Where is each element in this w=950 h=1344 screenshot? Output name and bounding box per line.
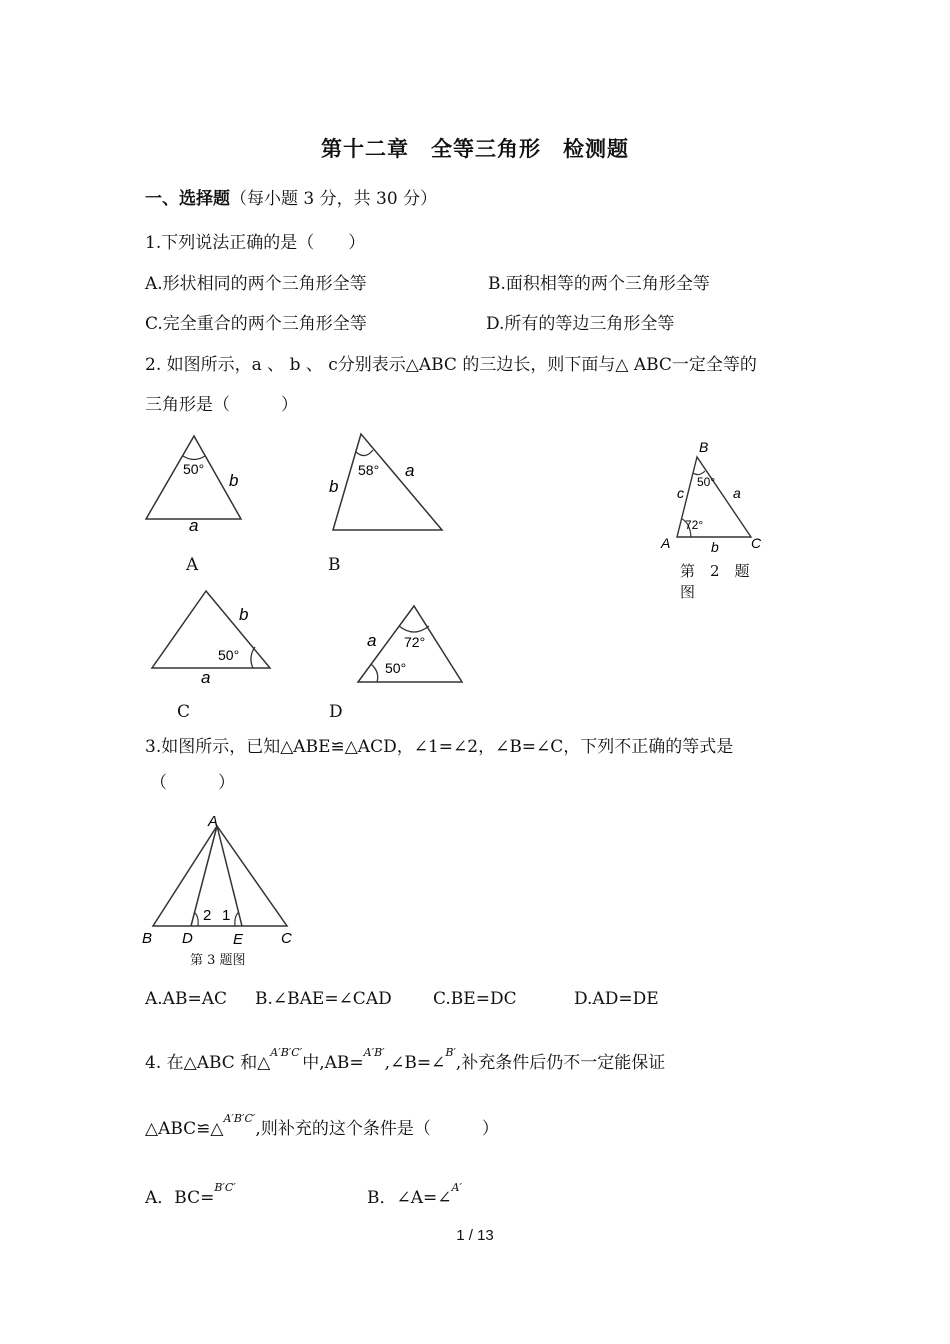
q2-ref-vertex-c: C xyxy=(751,535,762,551)
q3-option-b: B.∠BAE=∠CAD xyxy=(255,989,392,1009)
q1-option-c: C.完全重合的两个三角形全等 xyxy=(145,314,367,334)
q2-caption-line2: 图 xyxy=(680,583,696,601)
q2-stem-line1: 2. 如图所示，a 、 b 、 c分别表示△ABC 的三边长，则下面与△ ABC一定全等的 xyxy=(145,355,757,375)
q1-option-d: D.所有的等边三角形全等 xyxy=(486,314,675,334)
q2-ref-angle-a: 72° xyxy=(685,518,704,532)
q2-ref-vertex-b: B xyxy=(699,439,709,455)
q4-sup-2: A′B′ xyxy=(363,1046,385,1059)
q4-text-4: ,补充条件后仍不一定能保证 xyxy=(455,1053,666,1073)
q2-fig-b-side-a: a xyxy=(405,461,415,480)
q2-ref-side-b: b xyxy=(711,539,719,555)
q4-stem-line2 xyxy=(145,1107,499,1141)
q1-stem: 1.下列说法正确的是（ ） xyxy=(145,233,366,253)
q1-option-a: A.形状相同的两个三角形全等 xyxy=(145,274,367,294)
q2-fig-c-side-a: a xyxy=(201,668,211,687)
q3-caption: 第 3 题图 xyxy=(190,953,246,968)
q2-fig-d-angle-50: 50° xyxy=(385,660,407,676)
q3-vertex-c: C xyxy=(281,930,292,947)
q3-stem-line1: 3.如图所示，已知△ABE≌△ACD，∠1=∠2，∠B=∠C，下列不正确的等式是 xyxy=(145,737,734,757)
q4-text-2: 中,AB= xyxy=(302,1053,364,1073)
q4-line2-text-1: △ABC≌△ xyxy=(145,1119,224,1139)
q2-caption-line1: 第 2 题 xyxy=(680,562,750,580)
q1-option-b: B.面积相等的两个三角形全等 xyxy=(488,274,710,294)
q2-reference-figure xyxy=(655,435,770,555)
q4-option-b xyxy=(367,1176,462,1210)
q3-option-a: A.AB=AC xyxy=(145,989,227,1009)
q2-fig-d-side-a: a xyxy=(367,631,377,650)
q4-text-3: ,∠B=∠ xyxy=(384,1053,446,1073)
q2-figure-b xyxy=(325,430,450,535)
q3-stem-line2: （ ） xyxy=(150,773,235,793)
q4-line2-text-2: ,则补充的这个条件是（ ） xyxy=(255,1119,499,1139)
q3-option-d: D.AD=DE xyxy=(574,989,659,1009)
q3-option-c: C.BE=DC xyxy=(433,989,517,1009)
q4-option-b-sup: A′ xyxy=(451,1181,462,1194)
q2-label-c: C xyxy=(177,702,191,722)
q3-figure xyxy=(140,812,305,952)
q3-angle-2: 2 xyxy=(203,907,212,924)
q3-vertex-a: A xyxy=(208,813,219,830)
q4-stem-line1 xyxy=(145,1041,665,1075)
q4-option-b-text: B．∠A=∠ xyxy=(367,1188,452,1208)
q2-fig-a-side-a: a xyxy=(189,516,199,535)
q2-label-d: D xyxy=(329,702,343,722)
page-number: 1 / 13 xyxy=(456,1227,494,1244)
q2-label-a: A xyxy=(186,555,199,575)
q2-ref-vertex-a: A xyxy=(661,535,671,551)
section-heading-label: 一、选择题 xyxy=(145,189,230,209)
q2-stem-line2: 三角形是（ ） xyxy=(145,395,298,415)
q2-fig-a-angle: 50° xyxy=(183,461,205,477)
q4-sup-1: A′B′C′ xyxy=(270,1046,303,1059)
q4-option-a xyxy=(145,1176,236,1210)
q3-vertex-d: D xyxy=(182,930,193,947)
q2-ref-side-a: a xyxy=(733,485,741,501)
q3-vertex-e: E xyxy=(233,931,244,948)
q2-fig-c-side-b: b xyxy=(239,605,249,624)
q3-vertex-b: B xyxy=(142,930,153,947)
q2-fig-a-side-b: b xyxy=(229,471,239,490)
q2-fig-d-angle-72: 72° xyxy=(404,634,426,650)
q2-ref-angle-b: 50° xyxy=(697,475,716,489)
q2-label-b: B xyxy=(328,555,341,575)
q2-figure-d xyxy=(352,600,467,690)
q2-fig-c-angle: 50° xyxy=(218,647,240,663)
q2-ref-side-c: c xyxy=(677,485,684,501)
q2-fig-b-angle: 58° xyxy=(358,462,380,478)
q4-option-a-text: A．BC= xyxy=(145,1188,215,1208)
section-heading xyxy=(145,187,437,211)
q3-angle-1: 1 xyxy=(222,907,231,924)
q2-figure-c xyxy=(148,585,278,690)
section-heading-note: （每小题 3 分，共 30 分） xyxy=(230,189,438,209)
q2-fig-b-side-b: b xyxy=(329,477,339,496)
q2-figure-a xyxy=(140,430,250,535)
q4-sup-3: B′ xyxy=(445,1046,456,1059)
q4-line2-sup: A′B′C′ xyxy=(223,1112,256,1125)
q4-text-1: 4. 在△ABC 和△ xyxy=(145,1053,271,1073)
q4-option-a-sup: B′C′ xyxy=(214,1181,236,1194)
page-title: 第十二章 全等三角形 检测题 xyxy=(321,136,629,161)
